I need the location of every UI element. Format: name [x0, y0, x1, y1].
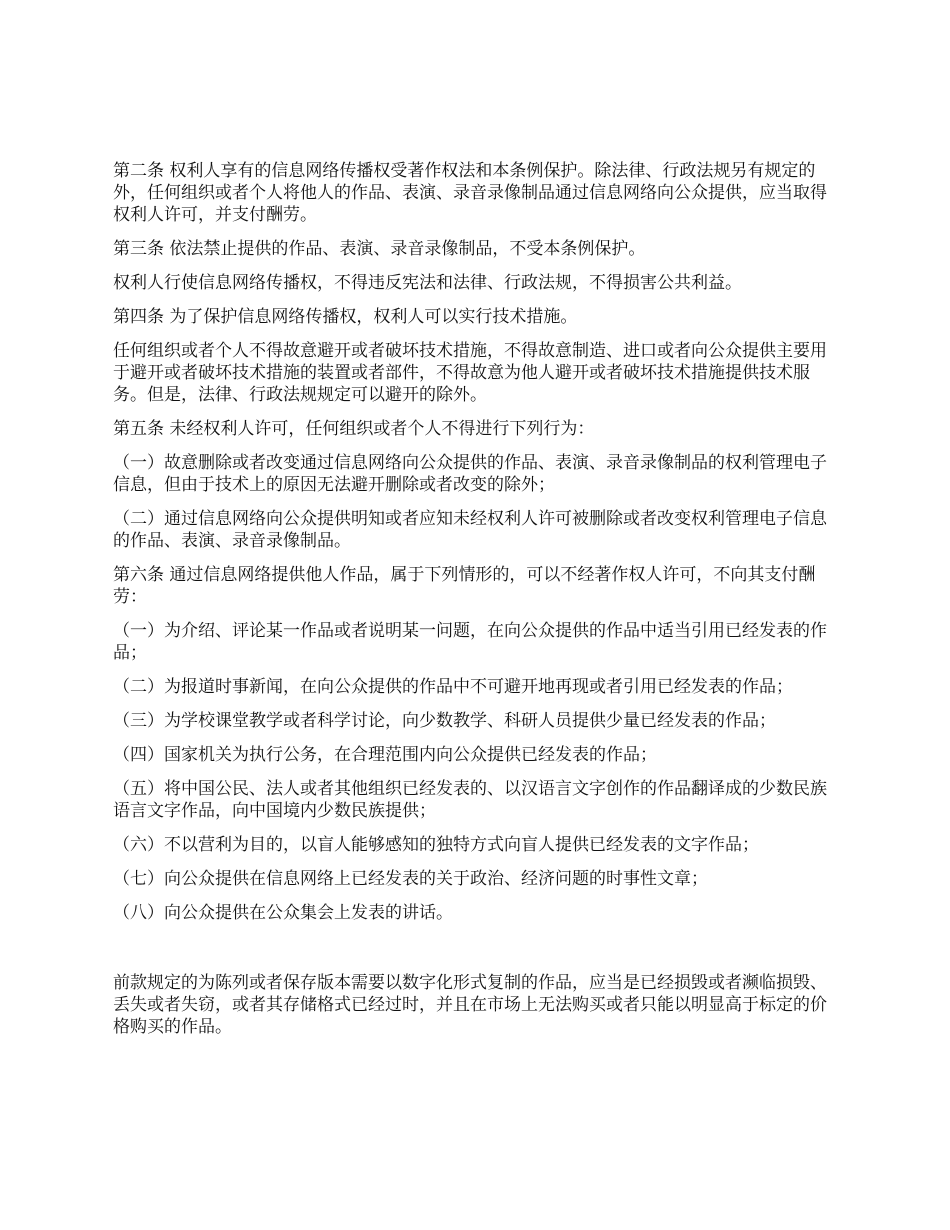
paragraph-article-3: 第三条 依法禁止提供的作品、表演、录音录像制品，不受本条例保护。 [113, 239, 646, 259]
paragraph-article-6-item-5: （五）将中国公民、法人或者其他组织已经发表的、以汉语言文字创作的作品翻译成的少数民族语言文字作品，向中国境内少数民族提供； [113, 779, 827, 821]
paragraph-article-6-item-1: （一）为介绍、评论某一作品或者说明某一问题，在向公众提供的作品中适当引用已经发表的作品； [113, 621, 827, 663]
paragraph-article-6: 第六条 通过信息网络提供他人作品，属于下列情形的，可以不经著作权人许可，不向其支付酬劳： [113, 565, 816, 607]
paragraph-article-5-item-1: （一）故意删除或者改变通过信息网络向公众提供的作品、表演、录音录像制品的权利管理电子信息，但由于技术上的原因无法避开删除或者改变的除外； [113, 453, 827, 495]
paragraph-article-6-item-6: （六）不以营利为目的，以盲人能够感知的独特方式向盲人提供已经发表的文字作品； [113, 835, 759, 855]
paragraph-article-3-rights: 权利人行使信息网络传播权，不得违反宪法和法律、行政法规，不得损害公共利益。 [113, 273, 742, 293]
paragraph-article-5-item-2: （二）通过信息网络向公众提供明知或者应知未经权利人许可被删除或者改变权利管理电子信息的作品、表演、录音录像制品。 [113, 509, 827, 551]
document-page [113, 160, 843, 1050]
paragraph-article-4: 第四条 为了保护信息网络传播权，权利人可以实行技术措施。 [113, 307, 578, 327]
paragraph-preservation-clause: 前款规定的为陈列或者保存版本需要以数字化形式复制的作品，应当是已经损毁或者濒临损毁、丢失或者失窃，或者其存储格式已经过时，并且在市场上无法购买或者只能以明显高于标定的价格购买的作品。 [113, 973, 827, 1037]
paragraph-article-6-item-7: （七）向公众提供在信息网络上已经发表的关于政治、经济问题的时事性文章； [113, 869, 708, 889]
paragraph-article-6-item-3: （三）为学校课堂教学或者科学讨论，向少数教学、科研人员提供少量已经发表的作品； [113, 711, 776, 731]
paragraph-article-6-item-8: （八）向公众提供在公众集会上发表的讲话。 [113, 903, 453, 923]
paragraph-article-6-item-2: （二）为报道时事新闻，在向公众提供的作品中不可避开地再现或者引用已经发表的作品； [113, 677, 793, 697]
paragraph-article-5: 第五条 未经权利人许可，任何组织或者个人不得进行下列行为： [113, 419, 595, 439]
paragraph-article-2: 第二条 权利人享有的信息网络传播权受著作权法和本条例保护。除法律、行政法规另有规定的外，任何组织或者个人将他人的作品、表演、录音录像制品通过信息网络向公众提供，应当取得权利人许可，并支付酬劳。 [113, 161, 827, 225]
paragraph-article-6-item-4: （四）国家机关为执行公务，在合理范围内向公众提供已经发表的作品； [113, 745, 657, 765]
paragraph-article-4-prohibition: 任何组织或者个人不得故意避开或者破坏技术措施，不得故意制造、进口或者向公众提供主要用于避开或者破坏技术措施的装置或者部件，不得故意为他人避开或者破坏技术措施提供技术服务。但是，法律、行政法规规定可以避开的除外。 [113, 341, 827, 405]
